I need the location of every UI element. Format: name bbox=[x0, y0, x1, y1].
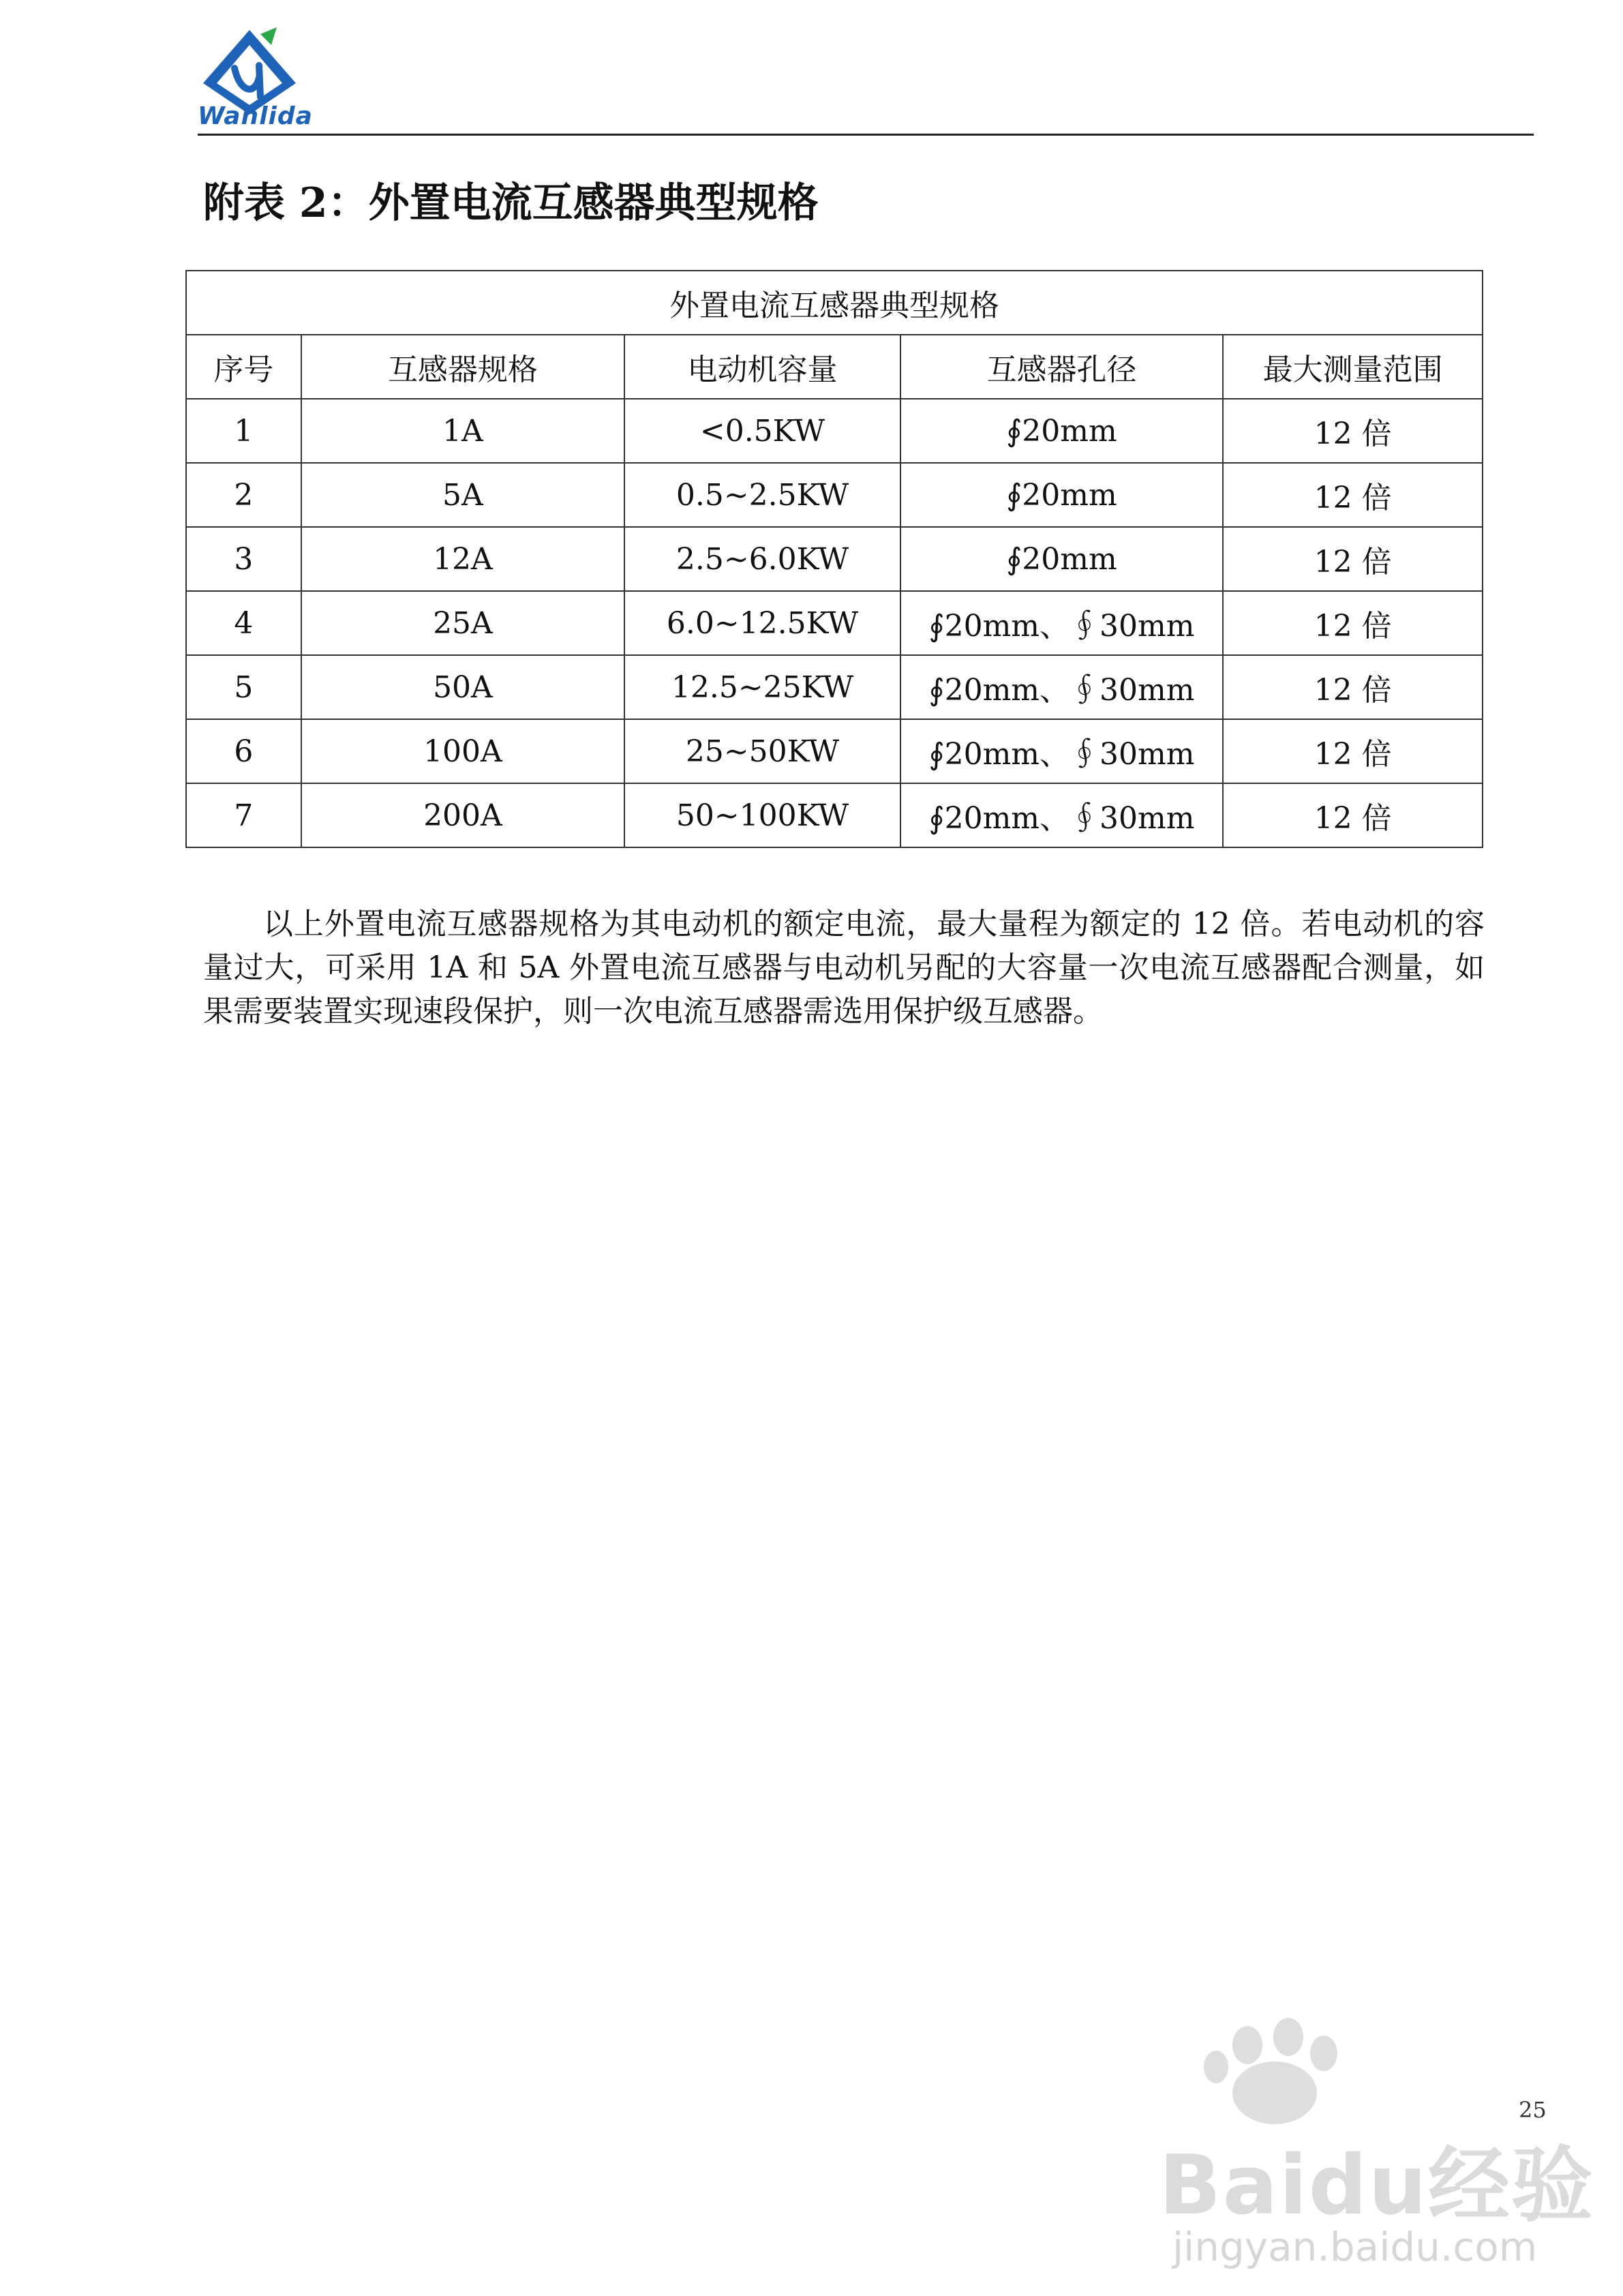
table-cell: 1A bbox=[301, 399, 624, 463]
table-cell: 200A bbox=[301, 783, 624, 847]
table-cell: 12 倍 bbox=[1223, 783, 1483, 847]
table-cell: 50~100KW bbox=[624, 783, 900, 847]
watermark-brand: Baidu经验 bbox=[1159, 2139, 1594, 2233]
table-cell: 6.0~12.5KW bbox=[624, 591, 900, 655]
logo-wordmark: Wanlida bbox=[198, 102, 313, 130]
table-caption-row bbox=[186, 271, 1483, 335]
table-cell: 1 bbox=[186, 399, 301, 463]
table-cell: 0.5~2.5KW bbox=[624, 463, 900, 527]
table-header-row bbox=[186, 335, 1483, 399]
header-cell-index: 序号 bbox=[186, 335, 301, 399]
table-cell: 12 倍 bbox=[1223, 591, 1483, 655]
body-paragraph: 以上外置电流互感器规格为其电动机的额定电流，最大量程为额定的 12 倍。若电动机的容量过大，可采用 1A 和 5A 外置电流互感器与电动机另配的大容量一次电流互感器配合测量，如果需要装置实现速段保护，则一次电流互感器需选用保护级互感器。 bbox=[203, 907, 1485, 1029]
table-cell: ∮20mm、∮30mm bbox=[900, 783, 1223, 847]
table-cell: ∮20mm、∮30mm bbox=[900, 655, 1223, 719]
table-cell: 12 倍 bbox=[1223, 463, 1483, 527]
table-cell: 50A bbox=[301, 655, 624, 719]
table-cell: ∮20mm bbox=[900, 399, 1223, 463]
table-cell: 25~50KW bbox=[624, 719, 900, 783]
table-cell: 100A bbox=[301, 719, 624, 783]
header-cell-aperture: 互感器孔径 bbox=[900, 335, 1223, 399]
table-row bbox=[186, 719, 1483, 783]
page-number: 25 bbox=[1519, 2097, 1547, 2123]
table-row bbox=[186, 399, 1483, 463]
table-row bbox=[186, 655, 1483, 719]
table-row bbox=[186, 463, 1483, 527]
table-cell: 4 bbox=[186, 591, 301, 655]
table-cell: 7 bbox=[186, 783, 301, 847]
header-cell-motor-capacity: 电动机容量 bbox=[624, 335, 900, 399]
table-cell: 5A bbox=[301, 463, 624, 527]
table-cell: 25A bbox=[301, 591, 624, 655]
table-cell: 12.5~25KW bbox=[624, 655, 900, 719]
table-row bbox=[186, 783, 1483, 847]
table-cell: 12 倍 bbox=[1223, 399, 1483, 463]
table-cell: <0.5KW bbox=[624, 399, 900, 463]
table-cell: 5 bbox=[186, 655, 301, 719]
table-cell: ∮20mm、∮30mm bbox=[900, 591, 1223, 655]
table-row bbox=[186, 591, 1483, 655]
table-cell: 12A bbox=[301, 527, 624, 591]
header-divider bbox=[198, 134, 1534, 136]
table-cell: 12 倍 bbox=[1223, 527, 1483, 591]
table-cell: 2 bbox=[186, 463, 301, 527]
table-cell: 2.5~6.0KW bbox=[624, 527, 900, 591]
watermark-url: jingyan.baidu.com bbox=[1172, 2224, 1538, 2270]
table-cell: 3 bbox=[186, 527, 301, 591]
table-cell: 6 bbox=[186, 719, 301, 783]
header-cell-max-range: 最大测量范围 bbox=[1223, 335, 1483, 399]
table-cell: ∮20mm、∮30mm bbox=[900, 719, 1223, 783]
table-cell: ∮20mm bbox=[900, 527, 1223, 591]
spec-table bbox=[185, 270, 1483, 848]
table-row bbox=[186, 527, 1483, 591]
page-title: 附表 2：外置电流互感器典型规格 bbox=[203, 179, 819, 227]
table-caption: 外置电流互感器典型规格 bbox=[186, 271, 1483, 335]
table-cell: ∮20mm bbox=[900, 463, 1223, 527]
table-cell: 12 倍 bbox=[1223, 719, 1483, 783]
header-cell-spec: 互感器规格 bbox=[301, 335, 624, 399]
table-cell: 12 倍 bbox=[1223, 655, 1483, 719]
